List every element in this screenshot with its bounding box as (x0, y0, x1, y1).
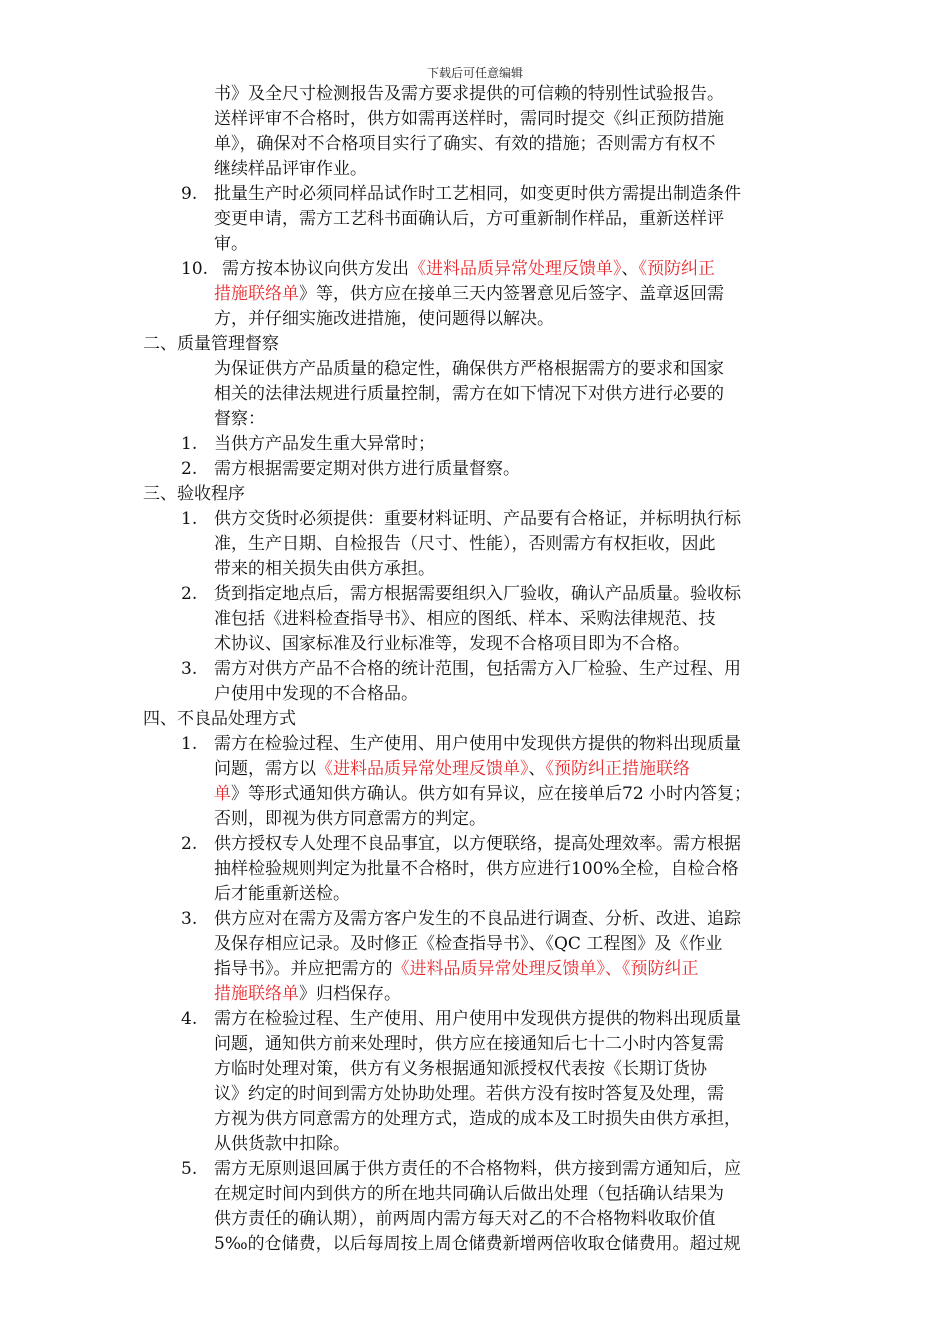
text-line: 送样评审不合格时，供方如需再送样时，需同时提交《纠正预防措施 (214, 109, 724, 129)
text-line: 当供方产品发生重大异常时； (214, 434, 435, 454)
text-line: 需方在检验过程、生产使用、用户使用中发现供方提供的物料出现质量 (214, 1009, 741, 1029)
text-span: 、 (621, 259, 639, 279)
highlighted-form-name: 措施联络单 (214, 284, 299, 304)
text-span: 》等，供方应在接单三天内签署意见后签字、盖章返回需 (299, 284, 724, 304)
text-line: 方视为供方同意需方的处理方式，造成的成本及工时损失由供方承担， (214, 1109, 741, 1129)
text-line: 相关的法律法规进行质量控制，需方在如下情况下对供方进行必要的 (214, 384, 724, 404)
list-number: 2. (181, 459, 198, 479)
section-heading: 四、不良品处理方式 (143, 709, 296, 729)
text-line: 供方应对在需方及需方客户发生的不良品进行调查、分析、改进、追踪 (214, 909, 741, 929)
text-line: 术协议、国家标准及行业标准等，发现不合格项目即为不合格。 (214, 634, 690, 654)
highlighted-form-name: 措施联络单 (214, 984, 299, 1004)
highlighted-form-name: 《进料品质异常处理反馈单》、《预防纠正 (392, 959, 699, 979)
text-line: 从供货款中扣除。 (214, 1134, 350, 1154)
list-number: 3. (181, 909, 198, 929)
text-line: 为保证供方产品质量的稳定性，确保供方严格根据需方的要求和国家 (214, 359, 724, 379)
text-line (214, 758, 690, 780)
text-line: 5‰的仓储费，以后每周按上周仓储费新增两倍收取仓储费用。超过规 (214, 1234, 741, 1254)
text-line: 审。 (214, 234, 248, 254)
highlighted-form-name: 《进料品质异常处理反馈单》 (316, 759, 529, 779)
text-line: 督察： (214, 409, 265, 429)
text-line: 否则，即视为供方同意需方的判定。 (214, 809, 486, 829)
highlighted-form-name: 单 (214, 784, 231, 804)
text-line (214, 983, 401, 1005)
text-line: 方临时处理对策，供方有义务根据通知派授权代表按《长期订货协 (214, 1059, 707, 1079)
list-number: 9. (181, 184, 198, 204)
list-number: 2. (181, 834, 198, 854)
text-line: 需方根据需要定期对供方进行质量督察。 (214, 459, 520, 479)
text-span: 》等形式通知供方确认。供方如有异议，应在接单后72 小时内答复； (231, 784, 752, 804)
text-line: 货到指定地点后，需方根据需要组织入厂验收，确认产品质量。验收标 (214, 584, 741, 604)
list-number: 1. (181, 509, 198, 529)
text-line: 在规定时间内到供方的所在地共同确认后做出处理（包括确认结果为 (214, 1184, 724, 1204)
list-number: 2. (181, 584, 198, 604)
text-line (222, 258, 715, 280)
highlighted-form-name: 《预防纠正 (638, 259, 715, 279)
text-line: 需方在检验过程、生产使用、用户使用中发现供方提供的物料出现质量 (214, 734, 741, 754)
section-heading: 二、质量管理督察 (143, 334, 279, 354)
text-line: 方，并仔细实施改进措施，使问题得以解决。 (214, 309, 554, 329)
text-line: 继续样品评审作业。 (214, 159, 367, 179)
text-line: 及保存相应记录。及时修正《检查指导书》、《QC 工程图》及《作业 (214, 934, 723, 954)
text-span: 问题，需方以 (214, 759, 316, 779)
text-line: 单》，确保对不合格项目实行了确实、有效的措施；否则需方有权不 (214, 134, 716, 154)
text-line: 抽样检验规则判定为批量不合格时，供方应进行100%全检，自检合格 (214, 859, 739, 879)
list-number: 1. (181, 734, 198, 754)
text-line: 批量生产时必须同样品试作时工艺相同，如变更时供方需提出制造条件 (214, 184, 741, 204)
text-line: 议》约定的时间到需方处协助处理。若供方没有按时答复及处理，需 (214, 1084, 724, 1104)
text-line: 后才能重新送检。 (214, 884, 350, 904)
text-line: 需方对供方产品不合格的统计范围，包括需方入厂检验、生产过程、用 (214, 659, 741, 679)
page-header: 下载后可任意编辑 (426, 66, 523, 80)
list-number: 1. (181, 434, 198, 454)
text-span: 》归档保存。 (299, 984, 401, 1004)
text-line: 供方授权专人处理不良品事宜，以方便联络，提高处理效率。需方根据 (214, 834, 741, 854)
list-number: 3. (181, 659, 198, 679)
text-line: 变更申请，需方工艺科书面确认后，方可重新制作样品，重新送样评 (214, 209, 724, 229)
text-line: 准，生产日期、自检报告（尺寸、性能），否则需方有权拒收，因此 (214, 534, 716, 554)
highlighted-form-name: 《进料品质异常处理反馈单》 (409, 259, 622, 279)
text-line (214, 283, 724, 305)
text-line: 供方责任的确认期），前两周内需方每天对乙的不合格物料收取价值 (214, 1209, 716, 1229)
text-line: 供方交货时必须提供：重要材料证明、产品要有合格证，并标明执行标 (214, 509, 741, 529)
section-heading: 三、验收程序 (143, 484, 245, 504)
text-line: 书》及全尺寸检测报告及需方要求提供的可信赖的特别性试验报告。 (214, 84, 724, 104)
text-line (214, 958, 699, 980)
text-line: 户使用中发现的不合格品。 (214, 684, 418, 704)
text-line: 准包括《进料检查指导书》、相应的图纸、样本、采购法律规范、技 (214, 609, 716, 629)
text-line: 需方无原则退回属于供方责任的不合格物料，供方接到需方通知后，应 (214, 1159, 741, 1179)
list-number: 5. (181, 1159, 198, 1179)
highlighted-form-name: 《预防纠正措施联络 (545, 759, 690, 779)
text-line: 问题，通知供方前来处理时，供方应在接通知后七十二小时内答复需 (214, 1034, 724, 1054)
text-span: 需方按本协议向供方发出 (222, 259, 409, 279)
text-line (214, 783, 751, 805)
text-span: 指导书》。并应把需方的 (214, 959, 393, 979)
text-line: 带来的相关损失由供方承担。 (214, 559, 435, 579)
list-number: 10. (181, 259, 209, 279)
list-number: 4. (181, 1009, 198, 1029)
text-span: 、 (528, 759, 546, 779)
